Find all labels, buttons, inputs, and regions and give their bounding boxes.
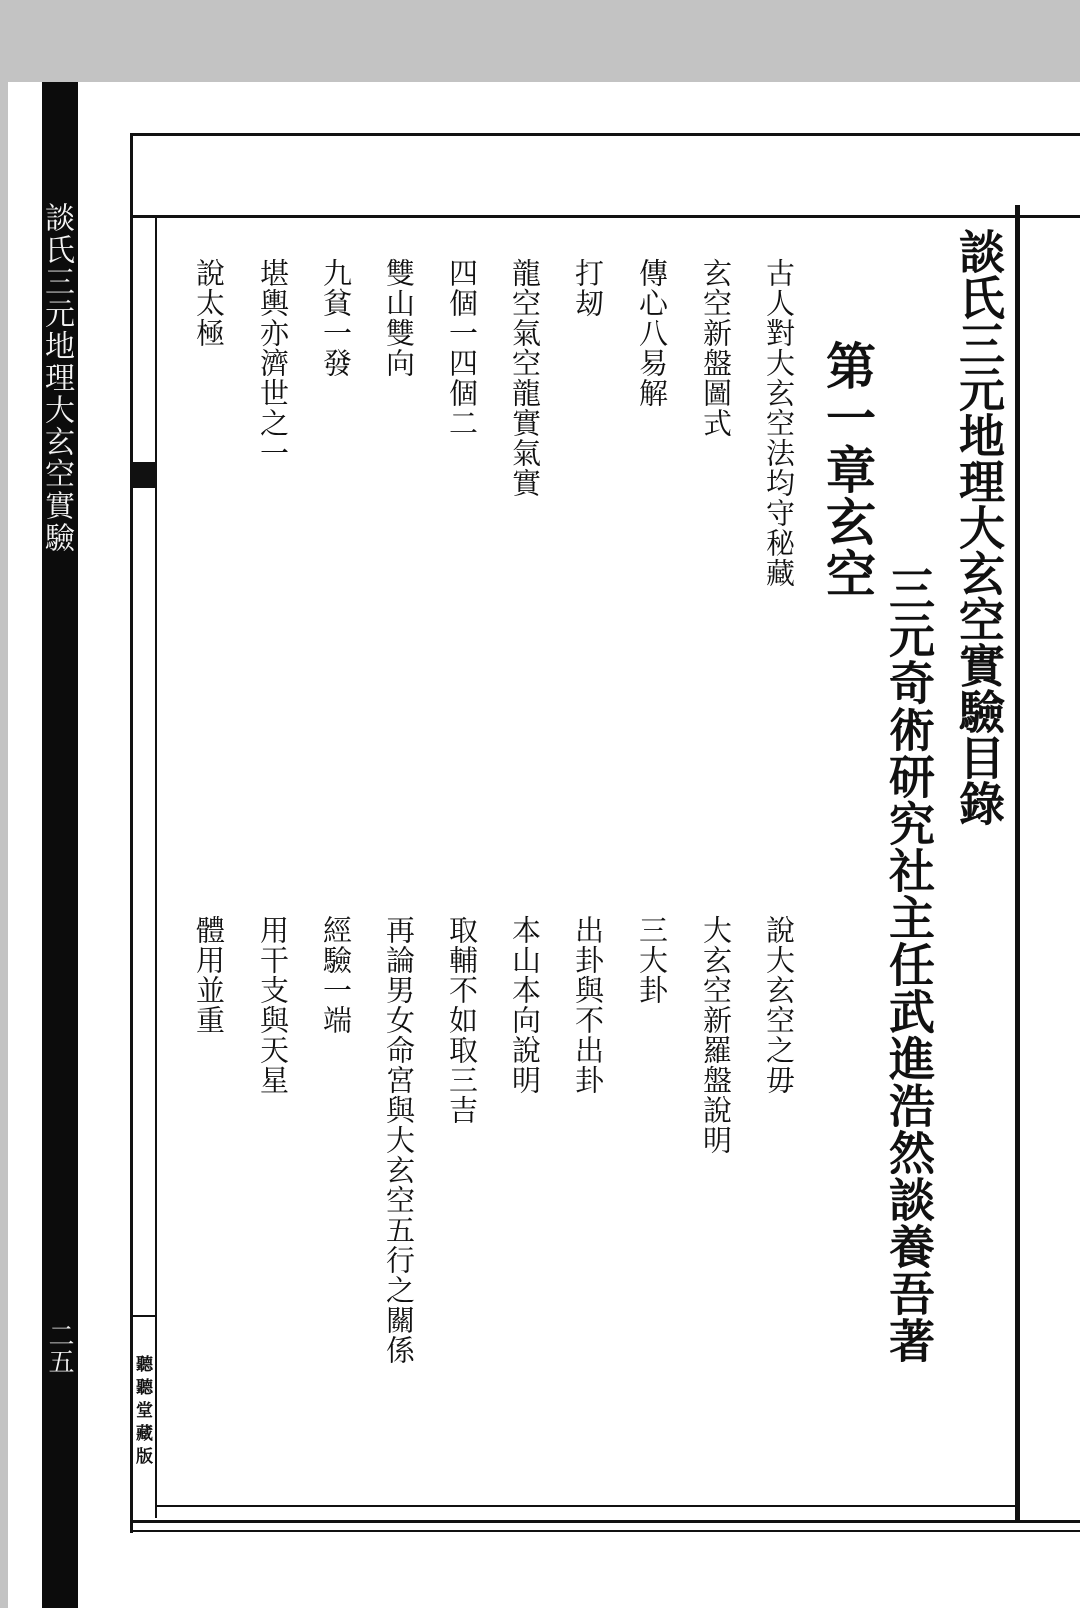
left-margin-strip [0,82,8,1608]
toc-entry: 九貧一發 [319,258,353,378]
frame-inner-top-border [130,215,1080,218]
toc-entry: 龍空氣空龍實氣實 [508,258,542,498]
toc-entry: 三大卦 [635,915,669,1005]
toc-entry: 雙山雙向 [382,258,416,378]
toc-entry: 取輔不如取三吉 [445,915,479,1125]
toc-entry: 用干支與天星 [256,915,290,1095]
publisher-seal: 聽聽堂藏版 [131,1315,155,1507]
toc-entry: 四個一四個二 [445,258,479,438]
inner-left-border [155,218,157,1518]
frame-bottom-border-double [130,1530,1080,1532]
toc-entry: 體用並重 [192,915,226,1035]
toc-entry: 本山本向說明 [508,915,542,1095]
toc-author: 三元奇術研究社主任武進浩然談養吾著 [882,565,936,1364]
spine-title: 談氏三元地理大玄空實驗 [39,202,74,554]
top-margin-band [0,0,1080,82]
toc-entry: 傳心八易解 [635,258,669,408]
toc-entry: 大玄空新羅盤說明 [699,915,733,1155]
toc-entry: 堪輿亦濟世之一 [256,258,290,468]
toc-entry: 打刼 [571,258,605,318]
toc-entry: 經驗一端 [319,915,353,1035]
chapter-heading: 第一章玄空 [818,340,877,600]
book-spine [39,82,78,1608]
toc-entry: 玄空新盤圖式 [699,258,733,438]
toc-entry: 出卦與不出卦 [571,915,605,1095]
inner-right-border [1015,205,1020,1520]
toc-entry: 說大玄空之毋 [762,915,796,1095]
fishtail-mark [133,462,155,488]
frame-top-border [130,133,1080,136]
frame-bottom-border [130,1520,1080,1523]
toc-entry: 說太極 [192,258,226,348]
spine-page-number: 二五 [44,1322,74,1374]
toc-title: 談氏三元地理大玄空實驗目錄 [952,228,1006,826]
toc-entry: 古人對大玄空法均守秘藏 [762,258,796,588]
inner-bottom-border [155,1505,1017,1507]
toc-entry: 再論男女命宮與大玄空五行之關係 [382,915,416,1365]
